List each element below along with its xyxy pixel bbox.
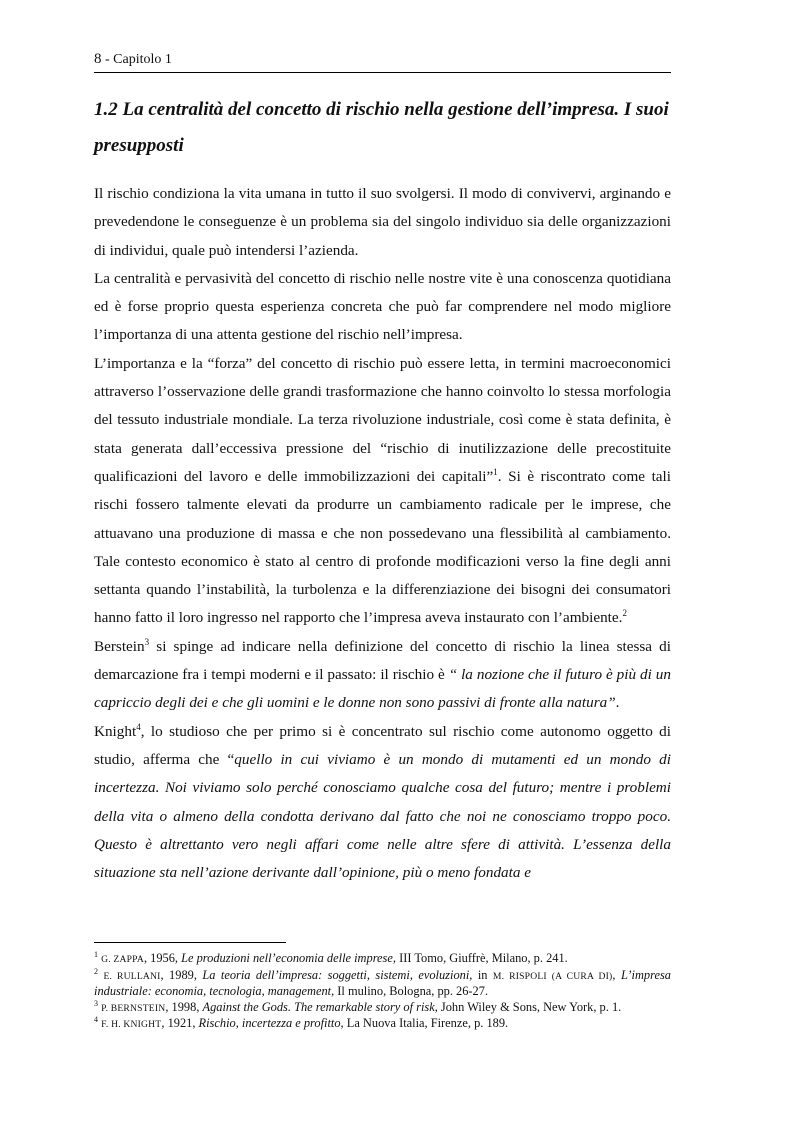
footnote-ref-2[interactable]: 2 — [622, 608, 627, 619]
footnote-author: F. H. KNIGHT — [101, 1019, 162, 1030]
footnote-author: P. BERNSTEIN — [101, 1002, 166, 1014]
paragraph-5 — [94, 718, 671, 888]
footnote-4 — [94, 1016, 671, 1033]
footnote-year: , 1921, — [161, 1016, 199, 1030]
footnote-ref-4[interactable]: 4 — [136, 721, 141, 732]
footnote-rest: III Tomo, Giuffrè, Milano, p. 241. — [395, 951, 568, 965]
paragraph-3-text-b: . Si è riscontrato come tali rischi fossero talmente elevati da produrre un cambiamento radicale per le imprese, che attuavano una produzione di massa e che non possedevano una flessibilità al cambiamento. Tale contesto economico è stato al centro di profonde modificazioni verso la fine degli anni settanta quando l’instabilità, la turbolenza e la differenziazione dei bisogni dei consumatori hanno fatto il loro ingresso nel rapporto che l’impresa aveva instaurato con l’ambiente. — [94, 467, 671, 627]
author-name-berstein: Berstein — [94, 637, 145, 655]
bernstein-quote: “ la nozione che il futuro è più di un capriccio degli dei e che gli uomini e le donne non sono passivi di fronte alla natura” — [94, 666, 671, 712]
paragraph-4 — [94, 633, 671, 718]
footnote-title: La teoria dell’impresa: soggetti, sistemi, evoluzioni, — [202, 967, 473, 982]
footnote-number: 3 — [94, 998, 98, 1008]
footnote-title-2: L’impresa industriale: economia, tecnologia, management, — [94, 967, 671, 998]
footnote-title: Rischio, incertezza e profitto, — [198, 1016, 344, 1030]
paragraph-1: Il rischio condiziona la vita umana in tutto il suo svolgersi. Il modo di convivervi, arginando e prevedendone le conseguenze è un problema sia del singolo individuo sia delle organizzazioni di individui, quale può intendersi l’azienda. — [94, 185, 671, 259]
footnote-title: Le produzioni nell’economia delle imprese, — [181, 951, 396, 965]
paragraph-5-text: , lo studioso che per primo si è concentrato sul rischio come autonomo oggetto di studio, afferma che “ — [94, 722, 671, 768]
footnote-3 — [94, 1000, 671, 1017]
author-name-knight: Knight — [94, 722, 137, 740]
chapter-label: Capitolo 1 — [113, 52, 172, 67]
footnote-rest: , John Wiley & Sons, New York, p. 1. — [434, 999, 622, 1014]
footnote-separator — [94, 942, 286, 943]
section-title: 1.2 La centralità del concetto di rischio nella gestione dell’impresa. I suoi presupposti — [94, 99, 669, 156]
footnote-comma: , — [612, 967, 621, 982]
paragraph-3 — [94, 350, 671, 633]
page-number: 8 — [94, 51, 102, 67]
header-separator: - — [101, 52, 114, 67]
footnote-number: 1 — [94, 950, 98, 959]
footnote-year: , 1998, — [165, 999, 203, 1014]
footnote-rest: La Nuova Italia, Firenze, p. 189. — [343, 1016, 509, 1030]
footnote-editor: M. RISPOLI (A CURA DI) — [492, 970, 613, 982]
footnote-author: G. ZAPPA — [101, 954, 144, 965]
body-text — [94, 180, 671, 887]
footnote-author: E. RULLANI — [103, 970, 161, 982]
paragraph-3-text-a: L’importanza e la “forza” del concetto di rischio può essere letta, in termini macroeconomici attraverso l’osservazione delle grandi trasformazione che hanno coinvolto lo stessa morfologia del tessuto industriale mondiale. La terza rivoluzione industriale, così come è stata definita, è stata generata dall’eccessiva pressione del “rischio di inutilizzazione delle precostituite qualificazioni del lavoro e delle immobilizzazioni dei capitali” — [94, 354, 671, 485]
footnote-title: Against the Gods. The remarkable story of risk — [202, 999, 435, 1014]
footnote-ref-1[interactable]: 1 — [493, 466, 498, 477]
footnote-rest: Il mulino, Bologna, pp. 26-27. — [334, 984, 489, 998]
footnote-2 — [94, 968, 671, 1000]
knight-quote: quello in cui viviamo è un mondo di mutamenti ed un mondo di incertezza. Noi viviamo solo perché conosciamo qualche cosa del futuro; mentre i problemi della vita o almeno della condotta derivano dal fatto che noi ne conosciamo troppo poco. Questo è altrettanto vero negli affari come nelle altre sfere di attività. L’essenza della situazione sta nell’azione derivante dall’opinione, più o meno fondata e — [94, 750, 671, 882]
footnote-year: , 1956, — [143, 951, 182, 965]
footnote-number: 2 — [94, 966, 98, 976]
paragraph-2: La centralità e pervasività del concetto di rischio nelle nostre vite è una conoscenza quotidiana ed è forse proprio questa esperienza concreta che può far comprendere nel modo migliore l’importanza di una attenta gestione del rischio nell’impresa. — [94, 269, 671, 344]
running-header — [94, 50, 671, 73]
footnote-year: , 1989, — [160, 967, 203, 982]
footnote-number: 4 — [94, 1015, 98, 1024]
footnote-in: in — [472, 967, 493, 982]
paragraph-4-end: . — [615, 694, 620, 712]
footnote-ref-3[interactable]: 3 — [144, 636, 150, 647]
paragraph-4-text: si spinge ad indicare nella definizione del concetto di rischio la linea stessa di demarcazione fra i tempi moderni e il passato: il rischio è — [94, 637, 671, 684]
footnotes — [94, 942, 671, 1033]
footnote-1 — [94, 951, 671, 968]
